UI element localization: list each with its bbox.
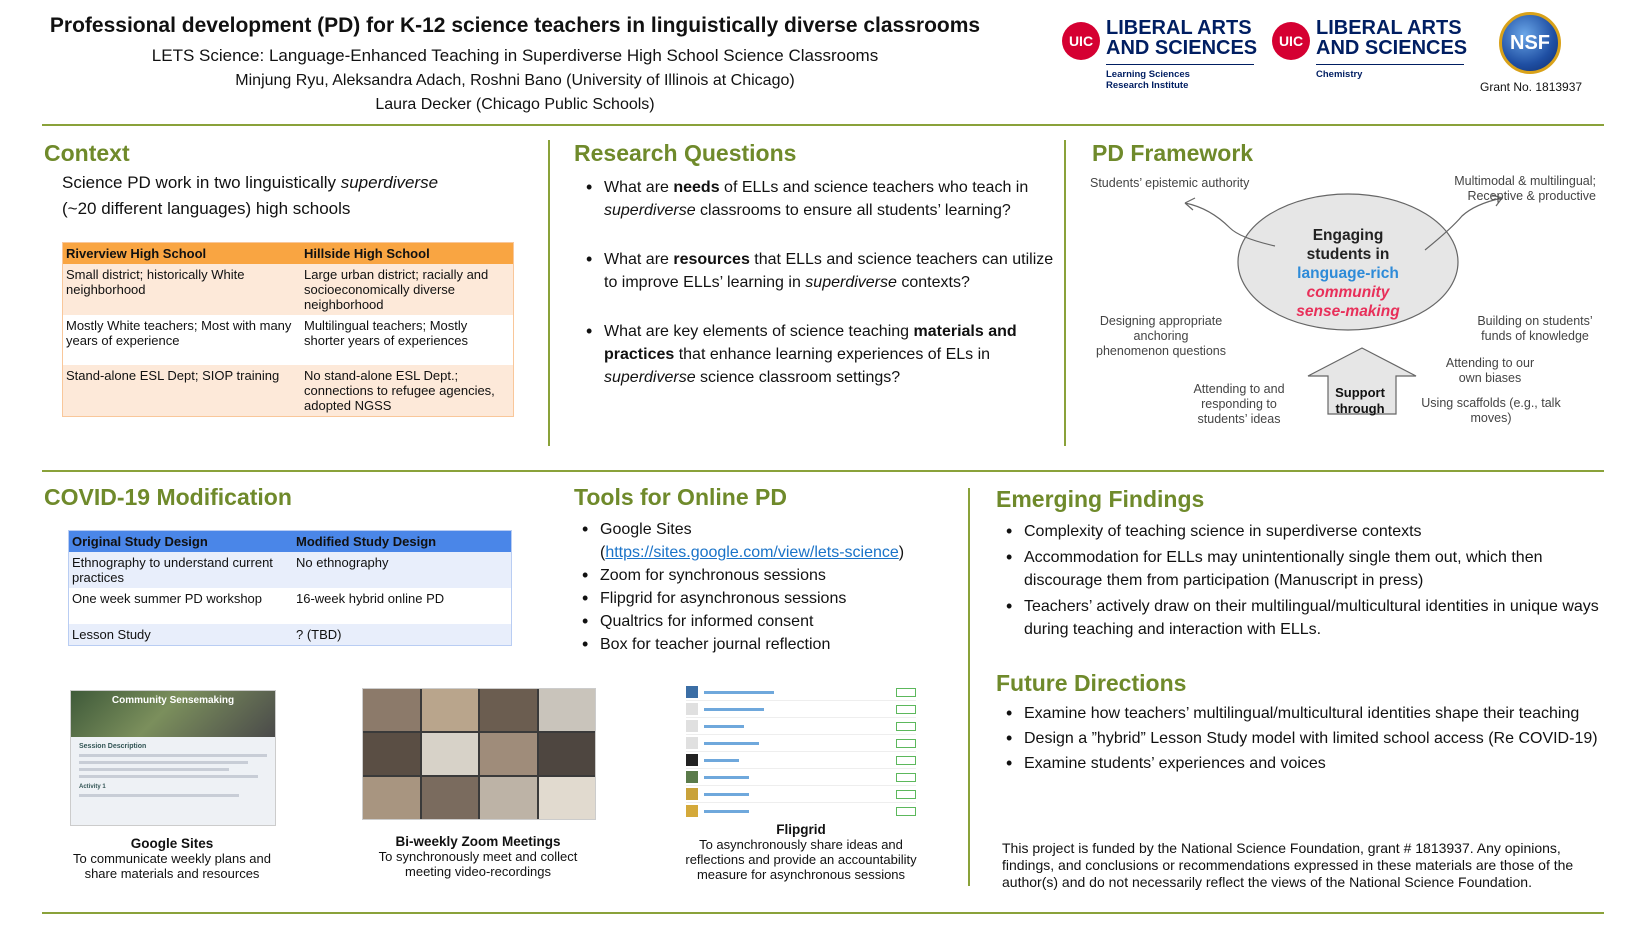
table-row: Mostly White teachers; Most with many years of experience Multilingual teachers; Mostly shorter years of experiences <box>63 315 514 365</box>
list-item: • Qualtrics for informed consent <box>600 610 990 633</box>
google-sites-link[interactable]: https://sites.google.com/view/lets-science <box>605 544 899 561</box>
label-biases: Attending to our own biases <box>1445 356 1535 385</box>
table-header: Modified Study Design <box>293 531 512 553</box>
label-funds: Building on students’ funds of knowledge <box>1477 314 1593 343</box>
list-item: • What are needs of ELLs and science teachers who teach in superdiverse classrooms to ensure all students’ learning? <box>604 176 1064 222</box>
site-activity: Activity 1 <box>79 784 106 790</box>
table-header: Riverview High School <box>63 243 302 265</box>
list-item: • Google Sites (https://sites.google.com/view/lets-science) <box>600 518 990 564</box>
bottom-divider <box>42 912 1604 914</box>
study-design-table <box>68 530 512 646</box>
schools-table <box>62 242 514 417</box>
logo-line-1: LIBERAL ARTS <box>1106 17 1252 39</box>
poster-title: Professional development (PD) for K-12 science teachers in linguistically diverse classrooms <box>49 14 981 37</box>
list-item: • What are resources that ELLs and science teachers can utilize to improve ELLs’ learning in superdiverse contexts? <box>604 248 1064 294</box>
covid-title: COVID-19 Modification <box>44 484 292 510</box>
logo-line-2: AND SCIENCES <box>1106 37 1258 59</box>
label-epistemic: Students’ epistemic authority <box>1090 176 1250 190</box>
context-title: Context <box>44 140 130 166</box>
site-heading: Session Description <box>79 743 147 750</box>
table-row: One week summer PD workshop 16-week hybrid online PD <box>69 588 512 624</box>
list-item: • Teachers’ actively draw on their multilingual/multicultural identities in unique ways during teaching and interaction with ELLs. <box>1024 595 1624 641</box>
research-title: Research Questions <box>574 140 797 166</box>
list-item: • Examine students’ experiences and voices <box>1024 752 1624 775</box>
uic-las-chemistry-logo <box>1272 18 1467 80</box>
context-intro: Science PD work in two linguistically superdiverse (~20 different languages) high schools <box>62 173 439 218</box>
table-header: Original Study Design <box>69 531 294 553</box>
label-scaffolds: Using scaffolds (e.g., talk moves) <box>1421 396 1561 425</box>
list-item: • Accommodation for ELLs may unintentionally single them out, which then discourage them from participation (Manuscript in press) <box>1024 546 1624 592</box>
label-anchoring: Designing appropriate anchoring phenomenon questions <box>1096 314 1226 358</box>
table-row: Lesson Study ? (TBD) <box>69 624 512 646</box>
poster-subtitle: LETS Science: Language-Enhanced Teaching in Superdiverse High School Science Classrooms <box>151 46 879 65</box>
logo-line-1: LIBERAL ARTS <box>1316 17 1462 39</box>
google-sites-caption: Google Sites To communicate weekly plans and share materials and resources <box>73 836 271 881</box>
logo-dept-1: Chemistry <box>1316 69 1363 80</box>
zoom-caption: Bi-weekly Zoom Meetings To synchronously meet and collect meeting video-recordings <box>378 834 578 879</box>
middle-divider <box>42 470 1604 472</box>
logo-dept-2: Research Institute <box>1106 80 1189 91</box>
logo-dept-1: Learning Sciences <box>1106 69 1190 80</box>
tools-list <box>576 518 990 656</box>
table-header: Hillside High School <box>301 243 514 265</box>
list-item: • Zoom for synchronous sessions <box>600 564 990 587</box>
logo-line-2: AND SCIENCES <box>1316 37 1468 59</box>
uic-badge: UIC <box>1272 22 1310 60</box>
top-divider <box>42 124 1604 126</box>
tools-title: Tools for Online PD <box>574 484 787 510</box>
flipgrid-screenshot <box>686 684 916 814</box>
list-item: • Complexity of teaching science in superdiverse contexts <box>1024 520 1624 543</box>
uic-badge: UIC <box>1062 22 1100 60</box>
findings-title: Emerging Findings <box>996 486 1205 512</box>
research-questions-list <box>580 176 1064 389</box>
site-banner: Community Sensemaking <box>71 691 275 737</box>
table-row: Ethnography to understand current practices No ethnography <box>69 552 512 588</box>
support-label: Support through <box>1335 385 1385 416</box>
list-item: • Examine how teachers’ multilingual/multicultural identities shape their teaching <box>1024 702 1624 725</box>
framework-title: PD Framework <box>1092 140 1254 166</box>
future-title: Future Directions <box>996 670 1187 696</box>
google-sites-screenshot <box>70 690 276 826</box>
findings-list <box>1000 520 1624 641</box>
list-item: • Box for teacher journal reflection <box>600 633 990 656</box>
list-item: • Design a ”hybrid” Lesson Study model with limited school access (Re COVID-19) <box>1024 727 1624 750</box>
grant-number: Grant No. 1813937 <box>1480 80 1583 94</box>
column-divider <box>1064 140 1066 446</box>
flipgrid-caption: Flipgrid To asynchronously share ideas and reflections and provide an accountability measure for asynchronous sessions <box>685 822 917 882</box>
label-responding: Attending to and responding to students’ ideas <box>1193 382 1285 426</box>
funding-disclaimer: This project is funded by the National Science Foundation, grant # 1813937. Any opinions, findings, and conclusions or recommendations expressed in these materials are those of the author(s) and do not necessarily reflect the views of the National Science Foundation. <box>1002 840 1574 890</box>
list-item: • What are key elements of science teaching materials and practices that enhance learning experiences of ELs in superdiverse science classroom settings? <box>604 320 1064 389</box>
authors-line-2: Laura Decker (Chicago Public Schools) <box>375 96 655 113</box>
zoom-screenshot <box>362 688 596 820</box>
authors-line: Minjung Ryu, Aleksandra Adach, Roshni Bano (University of Illinois at Chicago) <box>235 72 795 89</box>
label-multimodal: Multimodal & multilingual; Receptive & productive <box>1454 174 1596 203</box>
table-row: Small district; historically White neighborhood Large urban district; racially and socioeconomically diverse neighborhood <box>63 264 514 315</box>
future-list <box>1000 702 1624 775</box>
nsf-logo: NSF <box>1499 12 1561 74</box>
list-item: • Flipgrid for asynchronous sessions <box>600 587 990 610</box>
table-row: Stand-alone ESL Dept; SIOP training No stand-alone ESL Dept.; connections to refugee agencies, adopted NGSS <box>63 365 514 417</box>
uic-las-lsri-logo <box>1062 18 1257 91</box>
column-divider <box>548 140 550 446</box>
framework-center: Engaging students in language-rich community sense-making <box>1296 227 1400 320</box>
